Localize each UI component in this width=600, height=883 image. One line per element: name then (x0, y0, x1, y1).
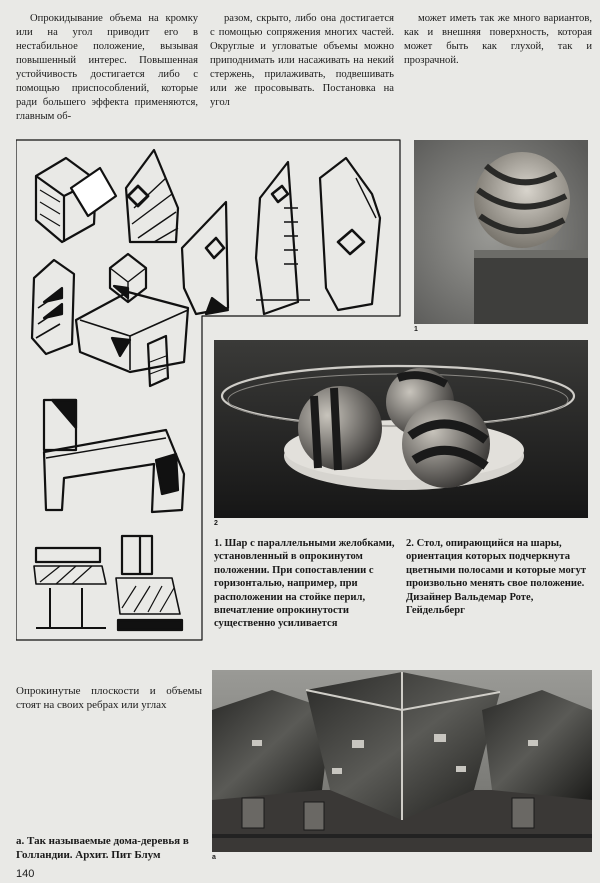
figure-marker-a: а (212, 854, 216, 861)
section-caption: Опрокинутые плоскости и объемы стоят на своих ребрах или углах (16, 685, 202, 711)
text-column-2: разом, скрыто, либо она достигается с помощью сопряжения многих частей. Округлые и угловатые объемы можно приподнимать или насаживать на некий стержень, прилаживать, подвешивать или же просовывать. Постановка на угол (210, 13, 394, 108)
page-number: 140 (16, 868, 35, 880)
caption-figure-1: 1. Шар с параллельными желобками, установленный в опрокинутом положении. При сопоставлении с горизонталью, например, при расположении на стойке перил, впечатление опрокинутости существенно усиливается (214, 538, 395, 630)
text-column-3: может иметь так же много вариантов, как и внешняя поверхность, которая может быть как глухой, так и прозрачной. (404, 13, 592, 66)
grooved-sphere-photo (414, 140, 588, 324)
figure-marker-1: 1 (414, 326, 418, 333)
glass-table-photo (214, 340, 588, 518)
figure-marker-2: 2 (214, 520, 218, 527)
cube-houses-photo (212, 670, 592, 852)
text-column-1: Опрокидывание объема на кромку или на угол приводит его в нестабильное положение, вызывая повышенный интерес. Повышенная устойчивость достигается либо с помощью приспособлений, которые ради большего эффекта применяются, главным об- (16, 13, 198, 122)
caption-houses: а. Так называемые дома-деревья в Голландии. Архит. Пит Блум (16, 835, 189, 861)
caption-figure-2: 2. Стол, опирающийся на шары, ориентация которых подчеркнута цветными полосами и которые могут произвольно менять свое положение. Дизайнер Вальдемар Роте, Гейдельберг (406, 538, 587, 617)
